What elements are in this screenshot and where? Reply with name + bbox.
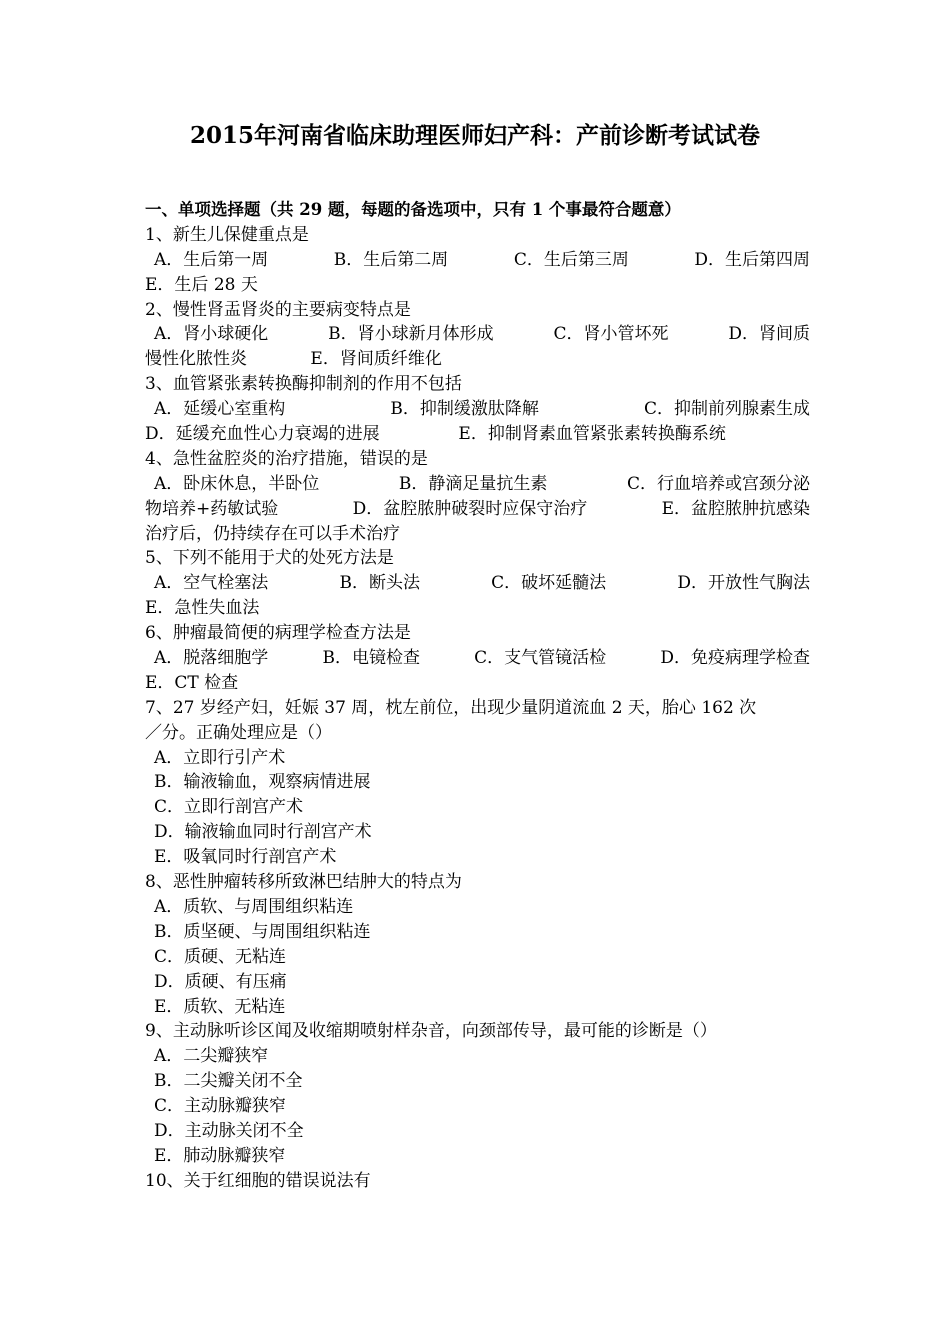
option-a: A．立即行引产术 bbox=[154, 747, 286, 768]
option-c: C．抑制前列腺素生成 bbox=[643, 399, 810, 420]
question-stem: 9、主动脉听诊区闻及收缩期喷射样杂音，向颈部传导，最可能的诊断是（） bbox=[145, 1021, 717, 1042]
option-d: D．开放性气胸法 bbox=[677, 573, 810, 594]
options-row bbox=[145, 646, 810, 671]
option-d: D．主动脉关闭不全 bbox=[154, 1120, 304, 1141]
option-b: B．肾小球新月体形成 bbox=[328, 324, 494, 345]
option-e: E．盆腔脓肿抗感染 bbox=[661, 498, 810, 519]
option-a: A．脱落细胞学 bbox=[154, 648, 269, 669]
option-e: E．抑制肾素血管紧张素转换酶系统 bbox=[458, 424, 726, 445]
option-e: E．急性失血法 bbox=[145, 598, 260, 619]
option-c: C．肾小管坏死 bbox=[553, 324, 669, 345]
option-c-continued: 物培养+药敏试验 bbox=[145, 498, 279, 519]
document-title: 2015年河南省临床助理医师妇产科：产前诊断考试试卷 bbox=[189, 122, 760, 149]
option-c: C．质硬、无粘连 bbox=[154, 946, 287, 967]
option-e: E．质软、无粘连 bbox=[154, 996, 286, 1017]
options-row bbox=[145, 322, 810, 347]
option-e: E．生后 28 天 bbox=[145, 274, 258, 295]
option-d: D．免疫病理学检查 bbox=[660, 648, 810, 669]
option-c: C．行血培养或宫颈分泌 bbox=[626, 473, 810, 494]
option-c: C．破坏延髓法 bbox=[491, 573, 607, 594]
question-list bbox=[145, 198, 810, 1194]
option-e: E．肺动脉瓣狭窄 bbox=[154, 1145, 286, 1166]
options-row bbox=[145, 397, 810, 422]
option-d: D．质硬、有压痛 bbox=[154, 971, 287, 992]
section-heading: 一、单项选择题（共 29 题，每题的备选项中，只有 1 个事最符合题意） bbox=[145, 200, 681, 219]
option-d: D．输液输血同时行剖宫产术 bbox=[154, 822, 372, 843]
options-row bbox=[145, 571, 810, 596]
question-stem: 10、关于红细胞的错误说法有 bbox=[145, 1170, 371, 1191]
question-stem: 7、27 岁经产妇，妊娠 37 周，枕左前位，出现少量阴道流血 2 天，胎心 162 次 bbox=[145, 697, 757, 718]
option-c: C．立即行剖宫产术 bbox=[154, 797, 304, 818]
option-d: D．肾间质 bbox=[728, 324, 810, 345]
question-stem: 3、血管紧张素转换酶抑制剂的作用不包括 bbox=[145, 374, 462, 395]
option-b: B．质坚硬、与周围组织粘连 bbox=[154, 921, 371, 942]
question-stem: 4、急性盆腔炎的治疗措施，错误的是 bbox=[145, 448, 428, 469]
options-row bbox=[145, 472, 810, 497]
option-c: C．主动脉瓣狭窄 bbox=[154, 1096, 287, 1117]
options-row bbox=[145, 347, 810, 372]
option-c: C．支气管镜活检 bbox=[474, 648, 607, 669]
options-row bbox=[145, 497, 810, 522]
option-e: E．CT 检查 bbox=[145, 672, 239, 693]
question-stem: 8、恶性肿瘤转移所致淋巴结肿大的特点为 bbox=[145, 872, 462, 893]
option-a: A．肾小球硬化 bbox=[154, 324, 269, 345]
question-stem: 6、肿瘤最简便的病理学检查方法是 bbox=[145, 623, 411, 644]
question-stem-continued: ／分。正确处理应是（） bbox=[145, 722, 332, 743]
option-d: D．生后第四周 bbox=[694, 249, 810, 270]
option-b: B．二尖瓣关闭不全 bbox=[154, 1071, 303, 1092]
option-c: C．生后第三周 bbox=[513, 249, 629, 270]
option-b: B．生后第二周 bbox=[333, 249, 449, 270]
question-stem: 2、慢性肾盂肾炎的主要病变特点是 bbox=[145, 299, 411, 320]
option-b: B．输液输血，观察病情进展 bbox=[154, 772, 371, 793]
option-a: A．延缓心室重构 bbox=[154, 399, 286, 420]
question-stem: 5、下列不能用于犬的处死方法是 bbox=[145, 548, 394, 569]
question-stem: 1、新生儿保健重点是 bbox=[145, 224, 309, 245]
option-a: A．空气栓塞法 bbox=[154, 573, 269, 594]
option-d: D．延缓充血性心力衰竭的进展 bbox=[145, 424, 380, 445]
option-a: A．生后第一周 bbox=[154, 249, 269, 270]
option-b: B．静滴足量抗生素 bbox=[398, 473, 548, 494]
option-e-continued: 治疗后，仍持续存在可以手术治疗 bbox=[145, 523, 400, 544]
option-d: D．盆腔脓肿破裂时应保守治疗 bbox=[352, 498, 588, 519]
option-e: E．肾间质纤维化 bbox=[310, 349, 442, 370]
options-row bbox=[145, 422, 810, 447]
option-a: A．卧床休息，半卧位 bbox=[154, 473, 320, 494]
option-a: A．质软、与周围组织粘连 bbox=[154, 896, 354, 917]
option-a: A．二尖瓣狭窄 bbox=[154, 1046, 269, 1067]
option-d-continued: 慢性化脓性炎 bbox=[145, 349, 247, 370]
option-b: B．电镜检查 bbox=[322, 648, 420, 669]
option-e: E．吸氧同时行剖宫产术 bbox=[154, 847, 337, 868]
option-b: B．断头法 bbox=[339, 573, 420, 594]
option-b: B．抑制缓激肽降解 bbox=[390, 399, 539, 420]
options-row bbox=[145, 248, 810, 273]
